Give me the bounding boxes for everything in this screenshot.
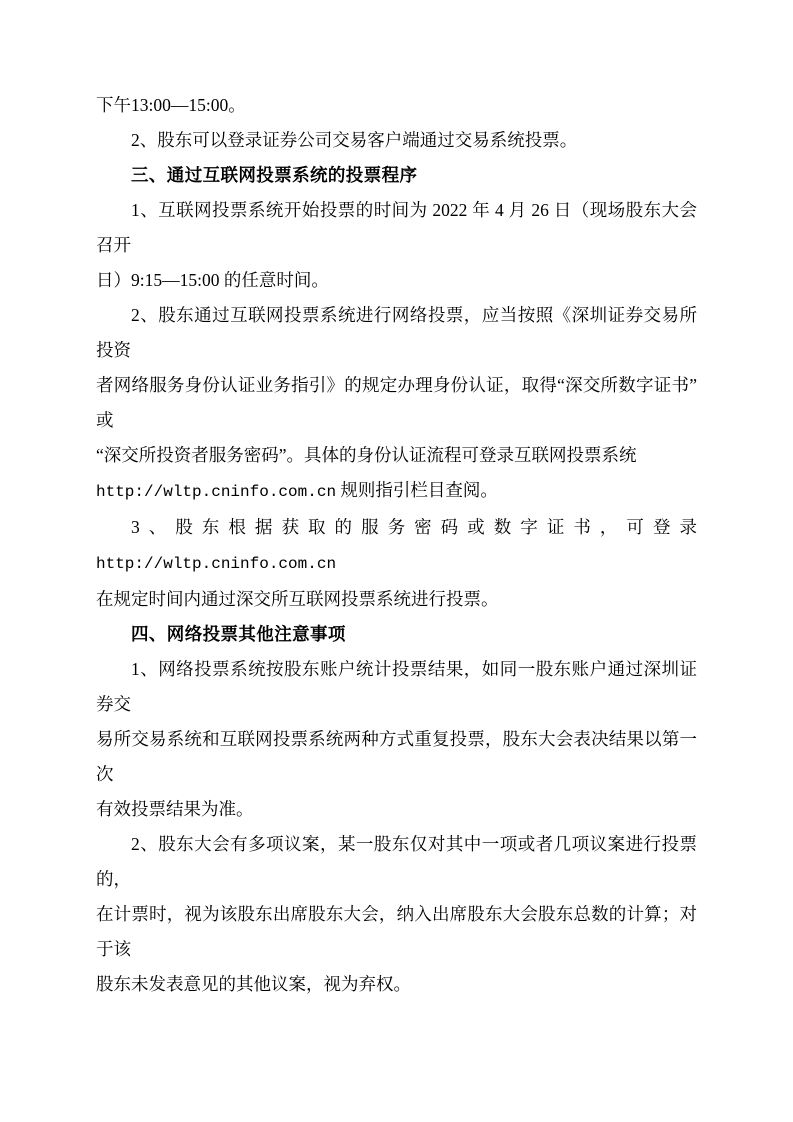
- text-line: 2、股东可以登录证券公司交易客户端通过交易系统投票。: [131, 130, 578, 150]
- paragraph-trading-client: [96, 123, 697, 158]
- text-line: 者网络服务身份认证业务指引》的规定办理身份认证，取得“深交所数字证书”或: [96, 375, 697, 430]
- text-line: 3、股东根据获取的服务密码或数字证书，可登录: [131, 517, 697, 537]
- text-line: 股东未发表意见的其他议案，视为弃权。: [96, 974, 411, 994]
- paragraph-4-1-cont-2: [96, 792, 697, 827]
- heading-text: 三、通过互联网投票系统的投票程序: [131, 165, 418, 185]
- paragraph-3-3-cont: [96, 582, 697, 617]
- text-line: 日）9:15—15:00 的任意时间。: [96, 270, 329, 290]
- paragraph-3-2-cont-3: [96, 473, 697, 510]
- paragraph-3-3: [96, 510, 697, 582]
- text-line: 规则指引栏目查阅。: [340, 480, 498, 500]
- heading-section-three: [96, 158, 697, 193]
- heading-section-four: [96, 617, 697, 652]
- paragraph-3-1: [96, 193, 697, 263]
- paragraph-4-1: [96, 652, 697, 722]
- text-line: 1、网络投票系统按股东账户统计投票结果，如同一股东账户通过深圳证券交: [96, 659, 697, 714]
- paragraph-4-2-cont-2: [96, 967, 697, 1002]
- paragraph-4-1-cont-1: [96, 722, 715, 792]
- paragraph-3-2-cont-2: [96, 438, 697, 473]
- paragraph-4-2-cont-1: [96, 897, 697, 967]
- text-line: 下午13:00—15:00。: [96, 95, 246, 115]
- paragraph-3-2-cont-1: [96, 368, 697, 438]
- text-line: 在计票时，视为该股东出席股东大会，纳入出席股东大会股东总数的计算；对于该: [96, 904, 697, 959]
- text-line: 2、股东通过互联网投票系统进行网络投票，应当按照《深圳证券交易所投资: [96, 305, 697, 360]
- paragraph-3-2: [96, 298, 697, 368]
- voting-system-url: http://wltp.cninfo.com.cn: [96, 555, 337, 573]
- heading-text: 四、网络投票其他注意事项: [131, 624, 346, 644]
- text-line: “深交所投资者服务密码”。具体的身份认证流程可登录互联网投票系统: [96, 445, 637, 465]
- text-line: 易所交易系统和互联网投票系统两种方式重复投票，股东大会表决结果以第一 次: [96, 729, 715, 784]
- text-line: 2、股东大会有多项议案，某一股东仅对其中一项或者几项议案进行投票的，: [96, 834, 697, 889]
- text-line: 有效投票结果为准。: [96, 799, 254, 819]
- text-line: 1、互联网投票系统开始投票的时间为 2022 年 4 月 26 日（现场股东大会召开: [96, 200, 697, 255]
- paragraph-4-2: [96, 827, 697, 897]
- document-body: [96, 88, 715, 1002]
- text-line: 在规定时间内通过深交所互联网投票系统进行投票。: [96, 589, 499, 609]
- paragraph-3-1-cont: [96, 263, 697, 298]
- voting-system-url: http://wltp.cninfo.com.cn: [96, 483, 337, 501]
- paragraph-time-range: [96, 88, 697, 123]
